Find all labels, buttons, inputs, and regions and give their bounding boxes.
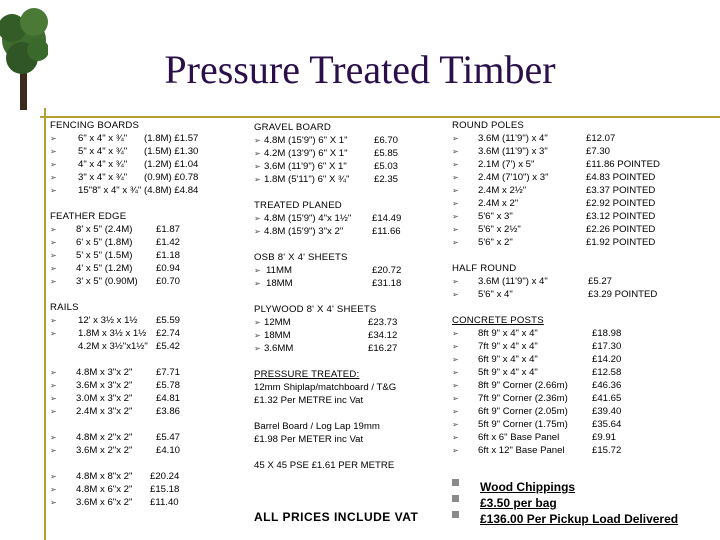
item-price: £4.81 [156, 393, 181, 404]
item-price: £4.83 POINTED [586, 172, 656, 183]
list-item [50, 184, 250, 197]
item-size: 4.8M x 8"x 2" [76, 471, 133, 482]
arrow-bullet-icon: ➢ [254, 227, 261, 236]
item-price: £16.27 [368, 343, 398, 354]
list-item [452, 366, 720, 379]
list-item [452, 327, 720, 340]
rails-group-3x2 [50, 366, 250, 418]
arrow-bullet-icon: ➢ [452, 342, 459, 351]
item-price: £34.12 [368, 330, 398, 341]
list-item [452, 444, 720, 457]
arrow-bullet-icon: ➢ [50, 485, 57, 494]
wood-item-text: £136.00 Per Pickup Load Delivered [480, 512, 679, 526]
arrow-bullet-icon: ➢ [452, 134, 459, 143]
item-price: £3.86 [156, 406, 181, 417]
item-price: £9.91 [592, 432, 617, 443]
item-size: 3.6M x 6"x 2" [76, 497, 133, 508]
item-size: 18MM [264, 330, 291, 341]
list-item [50, 223, 250, 236]
item-price: (1.8M) £1.57 [144, 133, 199, 144]
item-size: 2.4M x 2" [478, 198, 519, 209]
rails-group-wide [50, 470, 250, 509]
arrow-bullet-icon: ➢ [254, 331, 261, 340]
arrow-bullet-icon: ➢ [50, 329, 57, 338]
feather-list [50, 223, 250, 288]
item-price: £4.10 [156, 445, 181, 456]
item-size: 6ft x 12" Base Panel [478, 445, 565, 456]
item-price: £5.42 [156, 341, 181, 352]
item-price: £15.72 [592, 445, 622, 456]
arrow-bullet-icon: ➢ [452, 173, 459, 182]
arrow-bullet-icon: ➢ [50, 277, 57, 286]
plywood-list [254, 316, 444, 355]
square-bullet-icon [452, 511, 459, 518]
list-item [254, 264, 444, 277]
item-size: 4" x 4" x ¾" [78, 159, 128, 170]
list-item [254, 173, 444, 186]
item-price: £11.66 [372, 226, 401, 237]
item-size: 2.4M x 2½" [478, 185, 527, 196]
list-item [50, 496, 250, 509]
item-price: £46.36 [592, 380, 622, 391]
list-item [254, 316, 444, 329]
pressure-line-5: 45 X 45 PSE £1.61 PER METRE [254, 460, 395, 471]
list-item [50, 171, 250, 184]
item-size: 4.2M x 3½"x1½" [78, 341, 148, 352]
arrow-bullet-icon: ➢ [452, 381, 459, 390]
list-item [50, 340, 250, 353]
list-item [50, 132, 250, 145]
divider-horizontal [40, 116, 720, 118]
arrow-bullet-icon: ➢ [254, 344, 261, 353]
gravel-list [254, 134, 444, 186]
item-price: £1.42 [156, 237, 181, 248]
item-price: £0.70 [156, 276, 181, 287]
arrow-bullet-icon: ➢ [50, 225, 57, 234]
arrow-bullet-icon: ➢ [452, 329, 459, 338]
item-price: (0.9M) £0.78 [144, 172, 199, 183]
list-item [452, 158, 720, 171]
item-price: £1.87 [156, 224, 181, 235]
item-size: 5'6" x 2" [478, 237, 513, 248]
gravel-heading: GRAVEL BOARD [254, 122, 332, 133]
item-size: 4.8M x 3"x 2" [76, 367, 133, 378]
item-price: £0.94 [156, 263, 181, 274]
item-size: 3.6M x 2"x 2" [76, 445, 133, 456]
pressure-line-4: £1.98 Per METER inc Vat [254, 434, 364, 445]
item-price: £2.35 [374, 174, 399, 185]
osb-heading: OSB 8' X 4' SHEETS [254, 252, 348, 263]
list-item [50, 470, 250, 483]
list-item [452, 132, 720, 145]
list-item [452, 353, 720, 366]
item-size: 5' x 5" (1.5M) [76, 250, 133, 261]
list-item [452, 197, 720, 210]
item-price: £5.78 [156, 380, 181, 391]
wood-chippings [452, 479, 720, 527]
pressure-line-2: £1.32 Per METRE inc Vat [254, 395, 364, 406]
rails-group-2x2 [50, 431, 250, 457]
item-size: 5'6" x 3" [478, 211, 513, 222]
list-item [452, 392, 720, 405]
item-price: £23.73 [368, 317, 398, 328]
list-item [452, 431, 720, 444]
list-item [452, 210, 720, 223]
arrow-bullet-icon: ➢ [50, 433, 57, 442]
rails-list [50, 314, 250, 353]
arrow-bullet-icon: ➢ [254, 279, 261, 288]
page-title: Pressure Treated Timber [164, 47, 556, 92]
item-size: 12' x 3½ x 1½ [78, 315, 138, 326]
divider-vertical [44, 108, 46, 540]
item-size: 1.8M (5'11") 6" X ¾" [264, 174, 350, 185]
item-price: £3.37 POINTED [586, 185, 656, 196]
list-item [50, 444, 250, 457]
item-size: 4.8M x 2"x 2" [76, 432, 133, 443]
item-price: £12.07 [586, 133, 616, 144]
concrete-list [452, 327, 720, 457]
list-item [452, 184, 720, 197]
arrow-bullet-icon: ➢ [452, 160, 459, 169]
item-size: 4.8M (15'9") 3"x 2" [264, 226, 344, 237]
planed-list [254, 212, 444, 238]
item-size: 5'6" x 4" [478, 289, 513, 300]
column-middle [254, 121, 444, 524]
item-size: 3.6M (11'9") x 3" [478, 146, 548, 157]
arrow-bullet-icon: ➢ [452, 238, 459, 247]
item-size: 3" x 4" x ¾" [78, 172, 128, 183]
item-price: (1.2M) £1.04 [144, 159, 199, 170]
item-size: 2.1M (7') x 5" [478, 159, 535, 170]
concrete-heading: CONCRETE POSTS [452, 315, 544, 326]
poles-heading: ROUND POLES [452, 120, 525, 131]
item-price: £5.27 [588, 276, 613, 287]
osb-list [254, 264, 444, 290]
wood-item-text: £3.50 per bag [480, 496, 557, 510]
item-size: 3.6M (11'9") x 4" [478, 133, 548, 144]
arrow-bullet-icon: ➢ [254, 162, 261, 171]
item-price: (4.8M) £4.84 [144, 185, 199, 196]
arrow-bullet-icon: ➢ [50, 381, 57, 390]
arrow-bullet-icon: ➢ [452, 199, 459, 208]
list-item [452, 236, 720, 249]
item-size: 6ft x 6" Base Panel [478, 432, 560, 443]
wood-item [452, 479, 720, 495]
item-price: £3.12 POINTED [586, 211, 656, 222]
column-right [452, 119, 720, 457]
list-item [452, 340, 720, 353]
feather-heading: FEATHER EDGE [50, 211, 127, 222]
item-price: £18.98 [592, 328, 622, 339]
column-left [50, 119, 250, 509]
item-size: 6" x 4" x ¾" [78, 133, 128, 144]
list-item [254, 277, 444, 290]
pressure-line-1: 12mm Shiplap/matchboard / T&G [254, 382, 397, 393]
item-price: £2.26 POINTED [586, 224, 656, 235]
square-bullet-icon [452, 495, 459, 502]
arrow-bullet-icon: ➢ [50, 251, 57, 260]
item-price: £3.29 POINTED [588, 289, 658, 300]
item-size: 12MM [264, 317, 291, 328]
arrow-bullet-icon: ➢ [452, 147, 459, 156]
wood-item [452, 511, 720, 527]
arrow-bullet-icon: ➢ [452, 420, 459, 429]
list-item [50, 392, 250, 405]
item-size: 7ft 9" x 4" x 4" [478, 341, 538, 352]
arrow-bullet-icon: ➢ [452, 225, 459, 234]
arrow-bullet-icon: ➢ [254, 149, 261, 158]
item-size: 3.6M (11'9") x 4" [478, 276, 548, 287]
arrow-bullet-icon: ➢ [452, 433, 459, 442]
item-price: £41.65 [592, 393, 622, 404]
item-price: £6.70 [374, 135, 399, 146]
item-size: 6ft 9" Corner (2.05m) [478, 406, 568, 417]
list-item [452, 275, 720, 288]
list-item [452, 145, 720, 158]
planed-heading: TREATED PLANED [254, 200, 342, 211]
list-item [50, 483, 250, 496]
half-list [452, 275, 720, 301]
item-size: 15"8" x 4" x ¾" [78, 185, 142, 196]
item-size: 5ft 9" Corner (1.75m) [478, 419, 568, 430]
item-size: 4.8M (15'9") 6" X 1" [264, 135, 348, 146]
item-price: £17.30 [592, 341, 622, 352]
arrow-bullet-icon: ➢ [452, 277, 459, 286]
item-size: 11MM [266, 265, 292, 276]
arrow-bullet-icon: ➢ [50, 498, 57, 507]
vat-note: ALL PRICES INCLUDE VAT [254, 510, 419, 524]
arrow-bullet-icon: ➢ [452, 290, 459, 299]
item-size: 3.6MM [264, 343, 294, 354]
list-item [452, 223, 720, 236]
list-item [50, 275, 250, 288]
item-size: 2.4M (7'10") x 3" [478, 172, 549, 183]
list-item [452, 171, 720, 184]
arrow-bullet-icon: ➢ [50, 147, 57, 156]
arrow-bullet-icon: ➢ [254, 318, 261, 327]
item-price: £7.30 [586, 146, 611, 157]
item-price: £5.59 [156, 315, 181, 326]
item-price: £15.18 [150, 484, 180, 495]
plywood-heading: PLYWOOD 8' X 4' SHEETS [254, 304, 377, 315]
arrow-bullet-icon: ➢ [50, 134, 57, 143]
item-size: 3.6M (11'9") 6" X 1" [264, 161, 347, 172]
pressure-line-3: Barrel Board / Log Lap 19mm [254, 421, 380, 432]
item-size: 8ft 9" Corner (2.66m) [478, 380, 568, 391]
arrow-bullet-icon: ➢ [50, 472, 57, 481]
arrow-bullet-icon: ➢ [50, 368, 57, 377]
item-price: £2.74 [156, 328, 181, 339]
list-item [452, 288, 720, 301]
arrow-bullet-icon: ➢ [50, 160, 57, 169]
list-item [50, 366, 250, 379]
item-size: 4.2M (13'9") 6" X 1" [264, 148, 348, 159]
item-price: £5.03 [374, 161, 399, 172]
arrow-bullet-icon: ➢ [452, 212, 459, 221]
arrow-bullet-icon: ➢ [50, 264, 57, 273]
item-size: 5ft 9" x 4" x 4" [478, 367, 538, 378]
arrow-bullet-icon: ➢ [50, 173, 57, 182]
list-item [50, 327, 250, 340]
list-item [254, 342, 444, 355]
item-size: 7ft 9" Corner (2.36m) [478, 393, 568, 404]
arrow-bullet-icon: ➢ [254, 266, 261, 275]
list-item [50, 379, 250, 392]
list-item [50, 249, 250, 262]
list-item [452, 418, 720, 431]
list-item [254, 329, 444, 342]
arrow-bullet-icon: ➢ [254, 136, 261, 145]
arrow-bullet-icon: ➢ [50, 316, 57, 325]
poles-list [452, 132, 720, 249]
item-size: 2.4M x 3"x 2" [76, 406, 133, 417]
item-size: 4.8M x 6"x 2" [76, 484, 133, 495]
square-bullet-icon [452, 479, 459, 486]
item-price: £2.92 POINTED [586, 198, 656, 209]
list-item [50, 405, 250, 418]
item-price: £1.92 POINTED [586, 237, 656, 248]
arrow-bullet-icon: ➢ [452, 407, 459, 416]
item-size: 3.6M x 3"x 2" [76, 380, 133, 391]
item-price: £35.64 [592, 419, 622, 430]
list-item [254, 212, 444, 225]
arrow-bullet-icon: ➢ [50, 446, 57, 455]
arrow-bullet-icon: ➢ [452, 186, 459, 195]
fencing-heading: FENCING BOARDS [50, 120, 140, 131]
item-price: £1.18 [156, 250, 181, 261]
list-item [50, 314, 250, 327]
wood-item [452, 495, 720, 511]
list-item [50, 431, 250, 444]
item-price: £11.86 POINTED [586, 159, 660, 170]
item-price: £5.85 [374, 148, 399, 159]
arrow-bullet-icon: ➢ [254, 175, 261, 184]
arrow-bullet-icon: ➢ [452, 446, 459, 455]
arrow-bullet-icon: ➢ [50, 394, 57, 403]
item-size: 6ft 9" x 4" x 4" [478, 354, 538, 365]
list-item [452, 379, 720, 392]
list-item [452, 405, 720, 418]
item-size: 4' x 5" (1.2M) [76, 263, 133, 274]
list-item [50, 262, 250, 275]
item-size: 8ft 9" x 4" x 4" [478, 328, 538, 339]
list-item [50, 236, 250, 249]
pressure-heading: PRESSURE TREATED: [254, 369, 360, 380]
arrow-bullet-icon: ➢ [452, 394, 459, 403]
arrow-bullet-icon: ➢ [452, 355, 459, 364]
item-price: £12.58 [592, 367, 622, 378]
item-size: 3' x 5" (0.90M) [76, 276, 138, 287]
list-item [50, 145, 250, 158]
item-size: 8' x 5" (2.4M) [76, 224, 133, 235]
item-price: £11.40 [150, 497, 179, 508]
list-item [254, 160, 444, 173]
list-item [254, 134, 444, 147]
item-price: £31.18 [372, 278, 402, 289]
item-size: 3.0M x 3"x 2" [76, 393, 133, 404]
item-size: 5" x 4" x ¾" [78, 146, 128, 157]
list-item [254, 225, 444, 238]
item-size: 18MM [266, 278, 293, 289]
list-item [50, 158, 250, 171]
arrow-bullet-icon: ➢ [50, 407, 57, 416]
item-price: £14.49 [372, 213, 402, 224]
item-size: 5'6" x 2½" [478, 224, 521, 235]
item-price: (1.5M) £1.30 [144, 146, 199, 157]
item-price: £20.24 [150, 471, 180, 482]
item-price: £14.20 [592, 354, 622, 365]
fencing-list [50, 132, 250, 197]
item-size: 1.8M x 3½ x 1½ [78, 328, 147, 339]
arrow-bullet-icon: ➢ [50, 238, 57, 247]
item-price: £5.47 [156, 432, 181, 443]
item-price: £7.71 [156, 367, 181, 378]
item-price: £20.72 [372, 265, 402, 276]
item-price: £39.40 [592, 406, 622, 417]
rails-heading: RAILS [50, 302, 79, 313]
wood-item-text: Wood Chippings [480, 480, 576, 494]
arrow-bullet-icon: ➢ [50, 186, 57, 195]
item-size: 6' x 5" (1.8M) [76, 237, 133, 248]
item-size: 4.8M (15'9") 4"x 1½" [264, 213, 352, 224]
arrow-bullet-icon: ➢ [254, 214, 261, 223]
arrow-bullet-icon: ➢ [452, 368, 459, 377]
list-item [254, 147, 444, 160]
half-heading: HALF ROUND [452, 263, 517, 274]
